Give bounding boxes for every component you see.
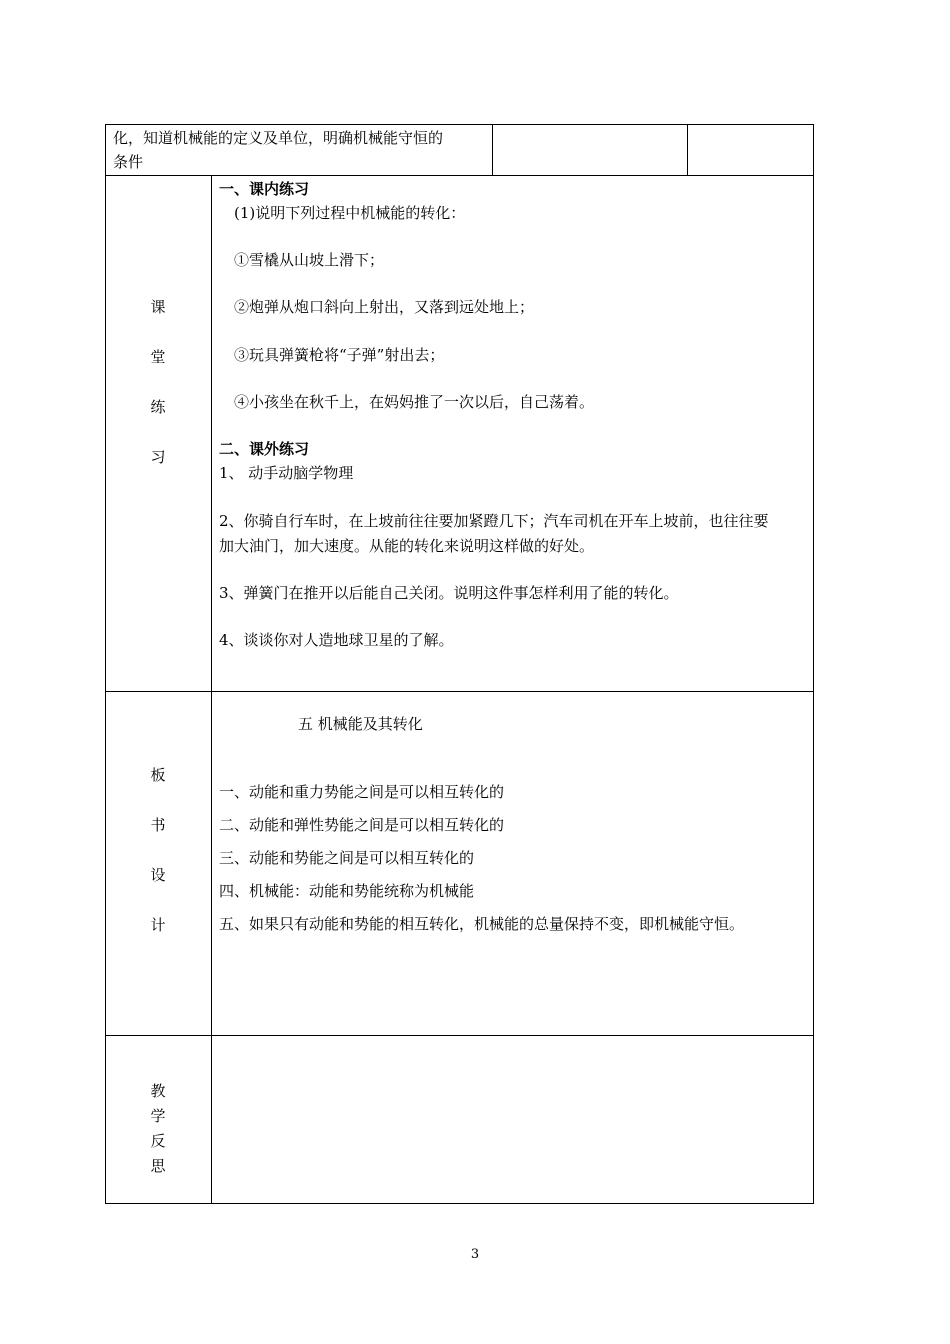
board-label-char-3: 设 xyxy=(150,866,166,884)
board-label-char-2: 书 xyxy=(150,816,166,834)
exercise-3: 3、弹簧门在推开以后能自己关闭。说明这件事怎样利用了能的转化。 xyxy=(219,584,679,602)
section1-title: 一、课内练习 xyxy=(219,180,310,198)
board-label-char-1: 板 xyxy=(150,766,166,784)
question-item-2: ②炮弹从炮口斜向上射出，又落到远处地上； xyxy=(234,298,535,316)
board-point-5: 五、如果只有动能和势能的相互转化，机械能的总量保持不变，即机械能守恒。 xyxy=(219,915,745,933)
board-point-4: 四、机械能：动能和势能统称为机械能 xyxy=(219,882,475,900)
question-item-1: ①雪橇从山坡上滑下； xyxy=(234,251,385,269)
table-border-top xyxy=(105,124,814,125)
board-point-2: 二、动能和弹性势能之间是可以相互转化的 xyxy=(219,816,505,834)
exercise-1: 1、 动手动脑学物理 xyxy=(219,464,354,482)
board-point-3: 三、动能和势能之间是可以相互转化的 xyxy=(219,849,475,867)
col-divider-top-2 xyxy=(687,124,688,176)
practice-label-char-2: 堂 xyxy=(150,348,166,366)
board-title: 五 机械能及其转化 xyxy=(298,715,423,733)
practice-label-char-3: 练 xyxy=(150,398,166,416)
reflection-label-char-3: 反 xyxy=(150,1132,166,1150)
section2-title: 二、课外练习 xyxy=(219,440,310,458)
page-number: 3 xyxy=(470,1247,480,1262)
objective-text-line2: 条件 xyxy=(113,153,144,171)
objective-text-line1: 化，知道机械能的定义及单位，明确机械能守恒的 xyxy=(113,129,444,147)
exercise-4: 4、谈谈你对人造地球卫星的了解。 xyxy=(219,631,454,649)
reflection-label-char-2: 学 xyxy=(150,1107,166,1125)
reflection-label-char-1: 教 xyxy=(150,1082,166,1100)
reflection-label-char-4: 思 xyxy=(150,1157,166,1175)
question-item-3: ③玩具弹簧枪将“子弹”射出去； xyxy=(234,346,445,364)
board-point-1: 一、动能和重力势能之间是可以相互转化的 xyxy=(219,783,505,801)
col-divider-label xyxy=(211,175,212,1204)
table-border-left xyxy=(105,124,106,1204)
practice-label-char-1: 课 xyxy=(150,298,166,316)
table-border-right xyxy=(813,124,814,1204)
col-divider-top-1 xyxy=(492,124,493,176)
exercise-2-line1: 2、你骑自行车时，在上坡前往往要加紧蹬几下；汽车司机在开车上坡前，也往往要 xyxy=(219,512,769,530)
exercise-2-line2: 加大油门，加大速度。从能的转化来说明这样做的好处。 xyxy=(219,537,595,555)
question-item-4: ④小孩坐在秋千上，在妈妈推了一次以后，自己荡着。 xyxy=(234,393,595,411)
board-label-char-4: 计 xyxy=(150,916,166,934)
practice-label-char-4: 习 xyxy=(150,448,166,466)
question-intro: (1)说明下列过程中机械能的转化： xyxy=(234,204,466,222)
